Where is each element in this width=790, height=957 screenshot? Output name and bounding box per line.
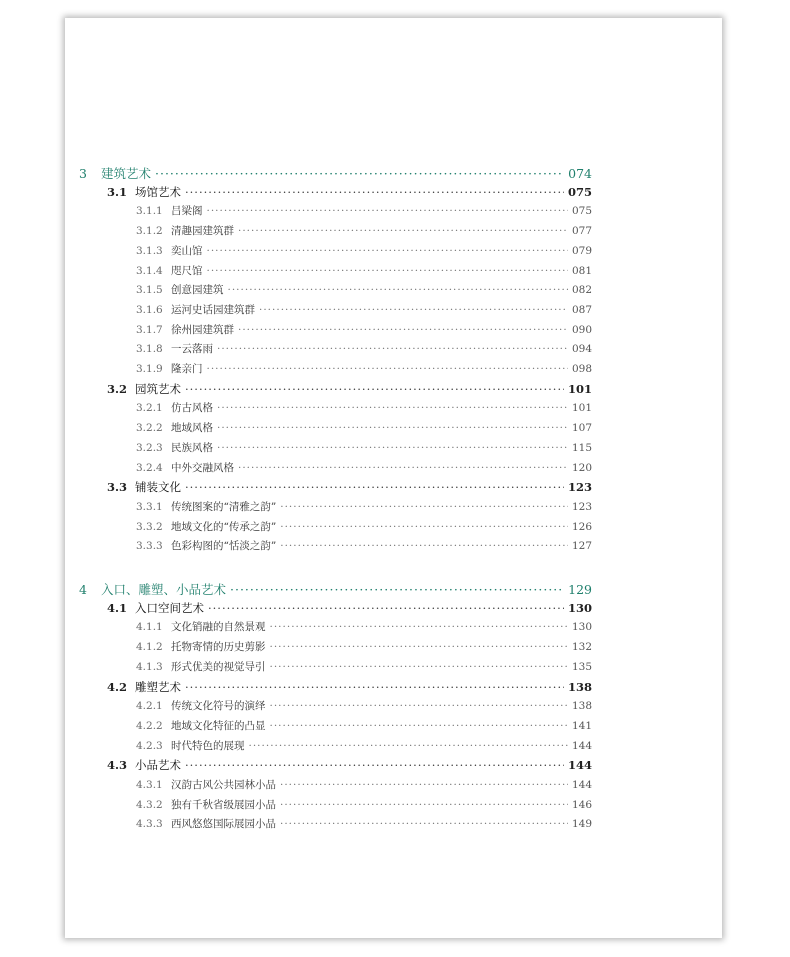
subsection-entry-page-number: 135 bbox=[571, 660, 592, 673]
subsection-entry-page-number: 132 bbox=[571, 641, 592, 654]
subsection-entry-page-number: 123 bbox=[571, 500, 592, 513]
section-entry[interactable] bbox=[107, 600, 592, 616]
section-entry-title: 小品艺术 bbox=[135, 758, 181, 773]
section-entry-number: 3.1 bbox=[107, 184, 128, 199]
dot-leader bbox=[249, 740, 568, 752]
subsection-entry-page-number: 127 bbox=[571, 540, 592, 553]
dot-leader bbox=[185, 480, 564, 494]
subsection-entry-title: 地域风格 bbox=[171, 422, 213, 435]
section-entry-page-number: 101 bbox=[567, 381, 592, 396]
dot-leader bbox=[228, 284, 568, 296]
subsection-entry-number: 4.2.3 bbox=[136, 739, 163, 752]
subsection-entry-title: 色彩构图的“恬淡之韵” bbox=[171, 540, 277, 553]
dot-leader bbox=[155, 166, 564, 181]
subsection-entry[interactable] bbox=[136, 420, 592, 435]
dot-leader bbox=[270, 641, 568, 653]
subsection-entry-page-number: 115 bbox=[571, 441, 592, 454]
section-entry-title: 入口空间艺术 bbox=[135, 600, 204, 615]
subsection-entry-page-number: 082 bbox=[571, 284, 592, 297]
subsection-entry-page-number: 101 bbox=[571, 402, 592, 415]
subsection-entry-number: 3.3.3 bbox=[136, 540, 163, 553]
section-entry[interactable] bbox=[107, 184, 592, 200]
chapter-entry-number: 4 bbox=[79, 582, 87, 597]
subsection-entry-title: 隆亲门 bbox=[171, 363, 203, 375]
subsection-entry-title: 奕山馆 bbox=[171, 244, 203, 257]
subsection-entry-number: 3.1.7 bbox=[136, 323, 163, 336]
subsection-entry[interactable] bbox=[136, 698, 592, 713]
subsection-entry[interactable] bbox=[136, 460, 592, 475]
subsection-entry[interactable] bbox=[136, 519, 592, 534]
subsection-entry-page-number: 107 bbox=[571, 422, 592, 435]
subsection-entry[interactable] bbox=[136, 816, 592, 831]
dot-leader bbox=[280, 799, 568, 811]
dot-leader bbox=[280, 501, 568, 513]
subsection-entry-number: 4.3.1 bbox=[136, 779, 163, 791]
subsection-entry-number: 3.2.4 bbox=[136, 461, 163, 474]
dot-leader bbox=[270, 621, 568, 633]
document-page bbox=[65, 18, 722, 938]
subsection-entry[interactable] bbox=[136, 341, 592, 356]
dot-leader bbox=[280, 540, 568, 552]
dot-leader bbox=[185, 758, 564, 772]
subsection-entry-title: 文化销融的自然景观 bbox=[171, 621, 266, 634]
dot-leader bbox=[207, 205, 568, 217]
subsection-entry-title: 传统图案的“清雅之韵” bbox=[171, 500, 277, 513]
subsection-entry-title: 运河史话园建筑群 bbox=[171, 303, 255, 316]
subsection-entry[interactable] bbox=[136, 619, 592, 634]
section-entry-page-number: 138 bbox=[567, 679, 592, 694]
subsection-entry-title: 仿古风格 bbox=[171, 402, 213, 415]
subsection-entry-number: 4.1.1 bbox=[136, 621, 163, 634]
subsection-entry-page-number: 144 bbox=[571, 739, 592, 752]
subsection-entry[interactable] bbox=[136, 282, 592, 297]
dot-leader bbox=[230, 582, 564, 597]
subsection-entry-page-number: 075 bbox=[571, 205, 592, 218]
subsection-entry-title: 西风悠悠国际展园小品 bbox=[171, 818, 276, 831]
dot-leader bbox=[238, 324, 568, 336]
dot-leader bbox=[207, 245, 568, 257]
subsection-entry[interactable] bbox=[136, 738, 592, 753]
subsection-entry-title: 地域文化特征的凸显 bbox=[171, 719, 266, 732]
subsection-entry-number: 4.1.2 bbox=[136, 641, 163, 654]
subsection-entry-number: 3.1.5 bbox=[136, 284, 163, 297]
dot-leader bbox=[270, 661, 568, 673]
subsection-entry-title: 清趣园建筑群 bbox=[171, 225, 234, 238]
section-entry-title: 园筑艺术 bbox=[135, 381, 181, 396]
chapter-entry-title: 入口、雕塑、小品艺术 bbox=[101, 582, 227, 597]
subsection-entry-number: 4.1.3 bbox=[136, 660, 163, 673]
subsection-entry-page-number: 077 bbox=[571, 225, 592, 238]
dot-leader bbox=[185, 680, 564, 694]
section-entry-title: 铺装文化 bbox=[135, 480, 181, 495]
subsection-entry[interactable] bbox=[136, 797, 592, 812]
section-entry[interactable] bbox=[107, 381, 592, 397]
subsection-entry-number: 4.2.2 bbox=[136, 719, 163, 732]
section-entry-number: 4.1 bbox=[107, 600, 128, 615]
subsection-entry-number: 3.3.1 bbox=[136, 500, 163, 513]
subsection-entry[interactable] bbox=[136, 263, 592, 278]
dot-leader bbox=[238, 225, 568, 237]
subsection-entry[interactable] bbox=[136, 223, 592, 238]
subsection-entry[interactable] bbox=[136, 243, 592, 258]
dot-leader bbox=[217, 343, 568, 355]
subsection-entry-page-number: 079 bbox=[571, 244, 592, 257]
subsection-entry-page-number: 090 bbox=[571, 323, 592, 336]
subsection-entry-number: 3.1.1 bbox=[136, 205, 163, 218]
subsection-entry-page-number: 141 bbox=[571, 719, 592, 732]
dot-leader bbox=[270, 720, 568, 732]
subsection-entry[interactable] bbox=[136, 538, 592, 553]
chapter-entry[interactable] bbox=[79, 164, 592, 182]
subsection-entry-page-number: 149 bbox=[571, 818, 592, 831]
section-entry-number: 3.2 bbox=[107, 381, 128, 396]
subsection-entry-title: 吕梁阁 bbox=[171, 205, 203, 218]
subsection-entry[interactable] bbox=[136, 400, 592, 415]
subsection-entry-number: 3.1.6 bbox=[136, 303, 163, 316]
dot-leader bbox=[185, 185, 564, 199]
subsection-entry-number: 4.2.1 bbox=[136, 700, 163, 713]
subsection-entry[interactable] bbox=[136, 440, 592, 455]
subsection-entry-title: 传统文化符号的演绎 bbox=[171, 700, 266, 713]
chapter-entry-number: 3 bbox=[79, 166, 87, 181]
section-entry[interactable] bbox=[107, 679, 592, 695]
chapter-entry-title: 建筑艺术 bbox=[101, 166, 152, 181]
section-entry-title: 雕塑艺术 bbox=[135, 679, 181, 694]
section-entry[interactable] bbox=[107, 479, 592, 495]
dot-leader bbox=[280, 818, 568, 830]
subsection-entry-title: 时代特色的展现 bbox=[171, 739, 245, 752]
dot-leader bbox=[207, 265, 568, 277]
section-entry-number: 3.3 bbox=[107, 480, 128, 495]
subsection-entry[interactable] bbox=[136, 777, 592, 792]
subsection-entry-number: 3.3.2 bbox=[136, 520, 163, 533]
section-entry-number: 4.2 bbox=[107, 679, 128, 694]
section-entry-title: 场馆艺术 bbox=[135, 184, 181, 199]
subsection-entry-title: 创意园建筑 bbox=[171, 284, 224, 297]
subsection-entry[interactable] bbox=[136, 361, 592, 376]
dot-leader bbox=[185, 382, 564, 396]
subsection-entry-number: 4.3.2 bbox=[136, 798, 163, 811]
subsection-entry[interactable] bbox=[136, 659, 592, 674]
subsection-entry-number: 4.3.3 bbox=[136, 818, 163, 831]
subsection-entry-number: 3.1.4 bbox=[136, 264, 163, 277]
dot-leader bbox=[270, 700, 568, 712]
subsection-entry-page-number: 094 bbox=[571, 343, 592, 356]
subsection-entry-page-number: 144 bbox=[571, 779, 592, 791]
subsection-entry-page-number: 138 bbox=[571, 700, 592, 713]
dot-leader bbox=[207, 363, 568, 375]
dot-leader bbox=[280, 779, 568, 791]
section-entry-page-number: 123 bbox=[567, 480, 592, 495]
subsection-entry-page-number: 087 bbox=[571, 303, 592, 316]
subsection-entry-number: 3.2.1 bbox=[136, 402, 163, 415]
dot-leader bbox=[238, 462, 568, 474]
section-entry-page-number: 144 bbox=[567, 758, 592, 773]
chapter-entry-page-number: 129 bbox=[568, 582, 592, 597]
subsection-entry-number: 3.1.8 bbox=[136, 343, 163, 356]
subsection-entry[interactable] bbox=[136, 718, 592, 733]
subsection-entry-title: 中外交融风格 bbox=[171, 461, 234, 474]
subsection-entry[interactable] bbox=[136, 639, 592, 654]
subsection-entry[interactable] bbox=[136, 302, 592, 317]
subsection-entry-number: 3.2.2 bbox=[136, 422, 163, 435]
subsection-entry-title: 汉韵古风公共园林小品 bbox=[171, 779, 276, 791]
subsection-entry-number: 3.2.3 bbox=[136, 441, 163, 454]
subsection-entry[interactable] bbox=[136, 203, 592, 218]
subsection-entry[interactable] bbox=[136, 499, 592, 514]
subsection-entry-page-number: 146 bbox=[571, 798, 592, 811]
subsection-entry-page-number: 098 bbox=[571, 363, 592, 375]
subsection-entry-title: 托物寄情的历史剪影 bbox=[171, 641, 266, 654]
subsection-entry-title: 一云落雨 bbox=[171, 343, 213, 356]
subsection-entry-title: 独有千秋省级展园小品 bbox=[171, 798, 276, 811]
subsection-entry-title: 徐州园建筑群 bbox=[171, 323, 234, 336]
subsection-entry-title: 地域文化的“传承之韵” bbox=[171, 520, 277, 533]
subsection-entry[interactable] bbox=[136, 322, 592, 337]
section-entry[interactable] bbox=[107, 757, 592, 773]
subsection-entry-page-number: 126 bbox=[571, 520, 592, 533]
subsection-entry-title: 咫尺馆 bbox=[171, 264, 203, 277]
section-entry-page-number: 075 bbox=[567, 184, 592, 199]
dot-leader bbox=[208, 601, 564, 615]
dot-leader bbox=[217, 442, 568, 454]
subsection-entry-number: 3.1.9 bbox=[136, 363, 163, 375]
subsection-entry-page-number: 130 bbox=[571, 621, 592, 634]
section-entry-page-number: 130 bbox=[567, 600, 592, 615]
subsection-entry-number: 3.1.3 bbox=[136, 244, 163, 257]
subsection-entry-page-number: 081 bbox=[571, 264, 592, 277]
dot-leader bbox=[259, 304, 568, 316]
chapter-entry-page-number: 074 bbox=[568, 166, 592, 181]
subsection-entry-title: 形式优美的视觉导引 bbox=[171, 660, 266, 673]
section-entry-number: 4.3 bbox=[107, 758, 128, 773]
subsection-entry-title: 民族风格 bbox=[171, 441, 213, 454]
dot-leader bbox=[280, 521, 568, 533]
dot-leader bbox=[217, 422, 568, 434]
subsection-entry-page-number: 120 bbox=[571, 461, 592, 474]
dot-leader bbox=[217, 402, 568, 414]
subsection-entry-number: 3.1.2 bbox=[136, 225, 163, 238]
chapter-entry[interactable] bbox=[79, 580, 592, 598]
